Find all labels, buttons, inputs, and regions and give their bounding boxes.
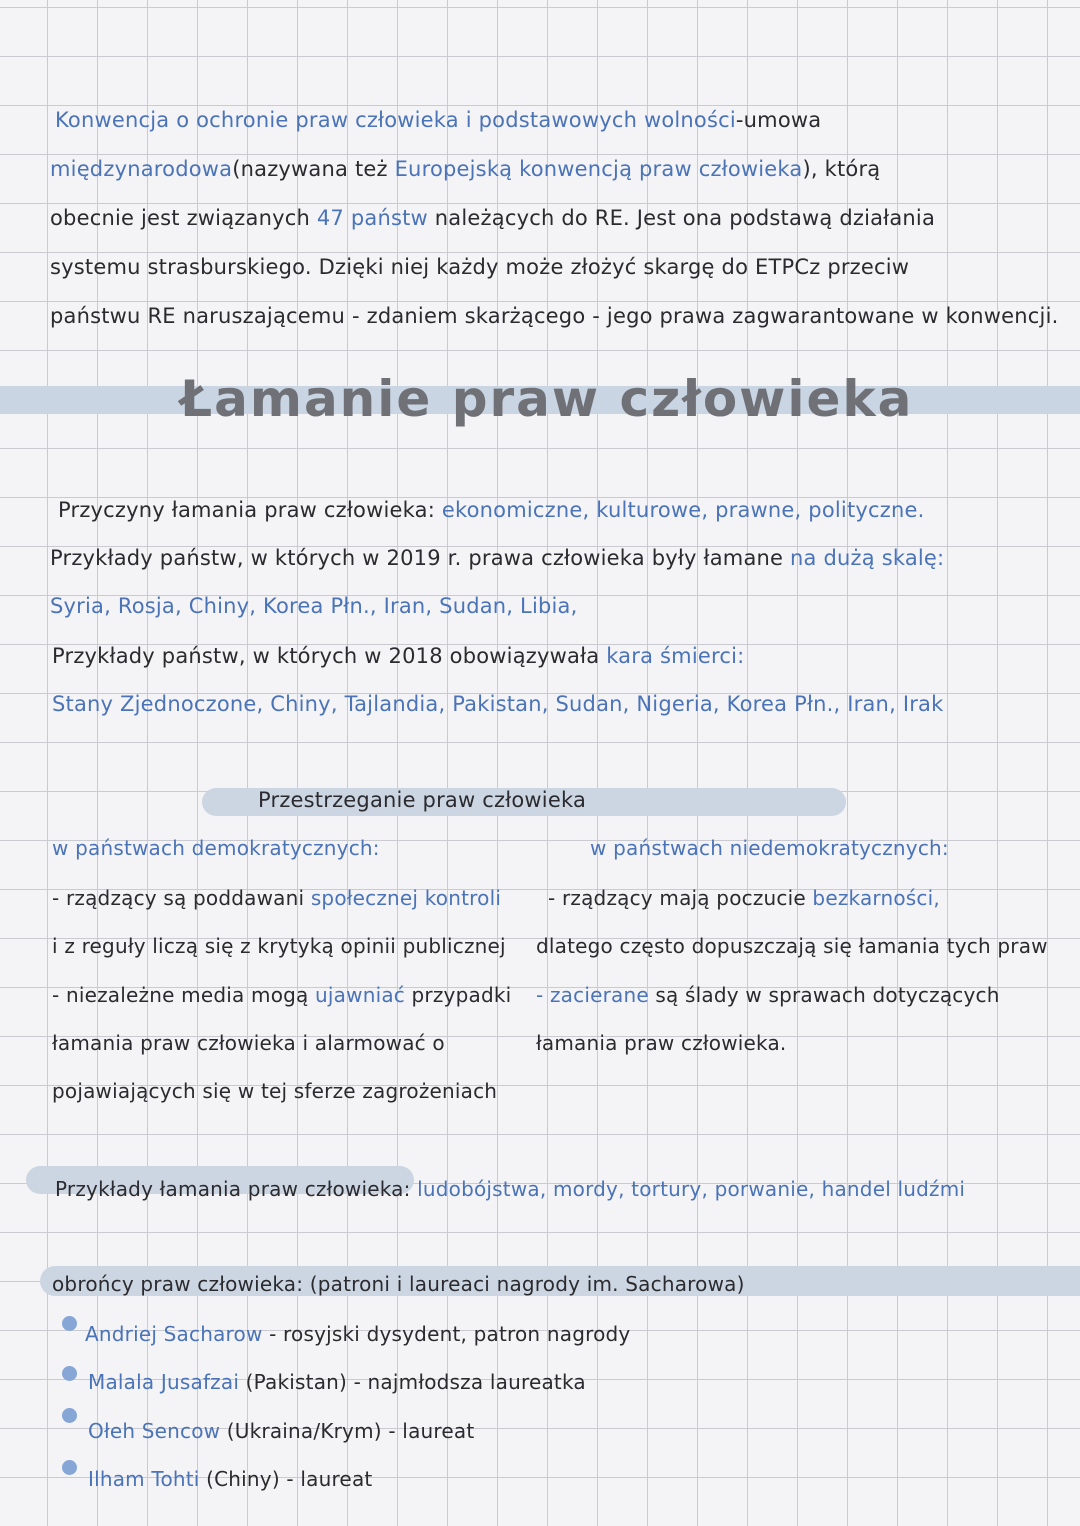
defender-item: Ilham Tohti (Chiny) - laureat xyxy=(88,1467,373,1491)
democratic-line-3: - niezależne media mogą ujawniać przypadki xyxy=(52,983,512,1007)
intro-line-1: Konwencja o ochronie praw człowieka i podstawowych wolności-umowa xyxy=(55,108,822,132)
convention-name: Konwencja o ochronie praw człowieka i podstawowych wolności xyxy=(55,108,736,132)
examples-2018-line: Przykłady państw, w których w 2018 obowiązywała kara śmierci: xyxy=(52,644,745,668)
nondemocratic-line-3: - zacierane są ślady w sprawach dotyczących xyxy=(536,983,1000,1007)
bullet-icon xyxy=(62,1460,77,1475)
intro-line-3: obecnie jest związanych 47 państw należących do RE. Jest ona podstawą działania xyxy=(50,206,936,230)
defender-item: Ołeh Sencow (Ukraina/Krym) - laureat xyxy=(88,1419,475,1443)
democratic-heading: w państwach demokratycznych: xyxy=(52,836,380,860)
bullet-icon xyxy=(62,1316,77,1331)
causes-line: Przyczyny łamania praw człowieka: ekonomiczne, kulturowe, prawne, polityczne. xyxy=(58,498,925,522)
nondemocratic-line-2: dlatego często dopuszczają się łamania tych praw xyxy=(536,934,1048,958)
defenders-heading: obrońcy praw człowieka: (patroni i laureaci nagrody im. Sacharowa) xyxy=(52,1272,745,1296)
democratic-line-2: i z reguły liczą się z krytyką opinii publicznej xyxy=(52,934,506,958)
democratic-line-4: łamania praw człowieka i alarmować o xyxy=(52,1031,445,1055)
examples-2018-list: Stany Zjednoczone, Chiny, Tajlandia, Pakistan, Sudan, Nigeria, Korea Płn., Iran, Irak xyxy=(52,692,944,716)
nondemocratic-heading: w państwach niedemokratycznych: xyxy=(590,836,949,860)
democratic-line-5: pojawiających się w tej sferze zagrożeniach xyxy=(52,1079,498,1103)
bullet-icon xyxy=(62,1366,77,1381)
defender-item: Andriej Sacharow - rosyjski dysydent, patron nagrody xyxy=(85,1322,631,1346)
violations-line: Przykłady łamania praw człowieka: ludobójstwa, mordy, tortury, porwanie, handel ludźmi xyxy=(55,1177,966,1201)
democratic-line-1: - rządzący są poddawani społecznej kontroli xyxy=(52,886,502,910)
intro-line-2: międzynarodowa(nazywana też Europejską konwencją praw człowieka), którą xyxy=(50,157,881,181)
intro-line-5: państwu RE naruszającemu - zdaniem skarżącego - jego prawa zagwarantowane w konwencji. xyxy=(50,304,1059,328)
page-title: Łamanie praw człowieka xyxy=(180,370,914,428)
examples-2019-line: Przykłady państw, w których w 2019 r. prawa człowieka były łamane na dużą skalę: xyxy=(50,546,945,570)
bullet-icon xyxy=(62,1408,77,1423)
nondemocratic-line-4: łamania praw człowieka. xyxy=(536,1031,787,1055)
defender-item: Malala Jusafzai (Pakistan) - najmłodsza laureatka xyxy=(88,1370,586,1394)
respect-heading: Przestrzeganie praw człowieka xyxy=(258,788,587,812)
nondemocratic-line-1: - rządzący mają poczucie bezkarności, xyxy=(548,886,940,910)
intro-line-4: systemu strasburskiego. Dzięki niej każdy może złożyć skargę do ETPCz przeciw xyxy=(50,255,910,279)
examples-2019-list: Syria, Rosja, Chiny, Korea Płn., Iran, Sudan, Libia, xyxy=(50,594,578,618)
